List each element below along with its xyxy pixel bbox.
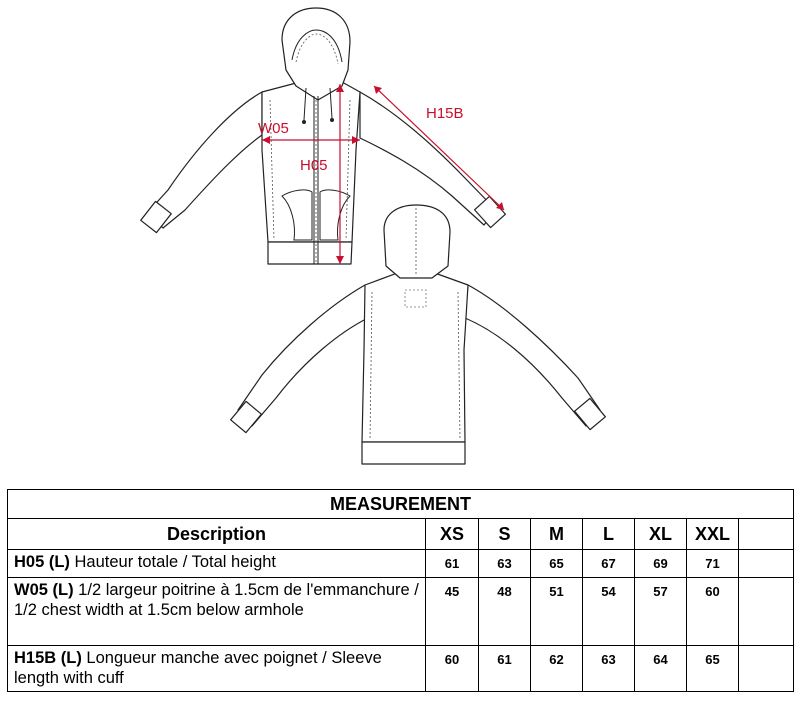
- row-text: Longueur manche avec poignet / Sleeve length with cuff: [14, 649, 382, 687]
- header-description: Description: [8, 519, 426, 550]
- row-value: 67: [583, 550, 635, 578]
- row-value: 71: [687, 550, 739, 578]
- row-value: 64: [635, 646, 687, 692]
- row-value: 63: [479, 550, 531, 578]
- row-value: 62: [531, 646, 583, 692]
- row-text: 1/2 largeur poitrine à 1.5cm de l'emmanchure / 1/2 chest width at 1.5cm below armhole: [14, 581, 419, 619]
- hoodie-front-view: [141, 8, 506, 264]
- row-description: [8, 550, 426, 578]
- measurement-table: [7, 489, 794, 692]
- row-value: 60: [426, 646, 479, 692]
- header-size: S: [479, 519, 531, 550]
- row-text: Hauteur totale / Total height: [69, 553, 277, 571]
- row-value: 65: [687, 646, 739, 692]
- row-description: [8, 578, 426, 646]
- table-row: [8, 578, 794, 646]
- label-h15b: H15B: [426, 105, 464, 122]
- row-value: 65: [531, 550, 583, 578]
- row-value: 51: [531, 578, 583, 646]
- row-code: W05 (L): [14, 581, 74, 599]
- row-value: 61: [426, 550, 479, 578]
- header-size: XL: [635, 519, 687, 550]
- row-value: 57: [635, 578, 687, 646]
- row-value: 63: [583, 646, 635, 692]
- row-value: 61: [479, 646, 531, 692]
- table-row: [8, 646, 794, 692]
- row-description: [8, 646, 426, 692]
- header-size: XS: [426, 519, 479, 550]
- row-value: 69: [635, 550, 687, 578]
- header-size: M: [531, 519, 583, 550]
- table-header-row: [8, 519, 794, 550]
- row-value: 45: [426, 578, 479, 646]
- header-size: L: [583, 519, 635, 550]
- header-size: XXL: [687, 519, 739, 550]
- table-row: [8, 550, 794, 578]
- row-value: [739, 550, 794, 578]
- header-size: [739, 519, 794, 550]
- label-w05: W05: [258, 120, 289, 137]
- row-value: [739, 578, 794, 646]
- row-value: [739, 646, 794, 692]
- row-value: 54: [583, 578, 635, 646]
- row-value: 48: [479, 578, 531, 646]
- row-value: 60: [687, 578, 739, 646]
- table-title: MEASUREMENT: [8, 490, 794, 519]
- row-code: H15B (L): [14, 649, 82, 667]
- label-h05: H05: [300, 157, 328, 174]
- row-code: H05 (L): [14, 553, 70, 571]
